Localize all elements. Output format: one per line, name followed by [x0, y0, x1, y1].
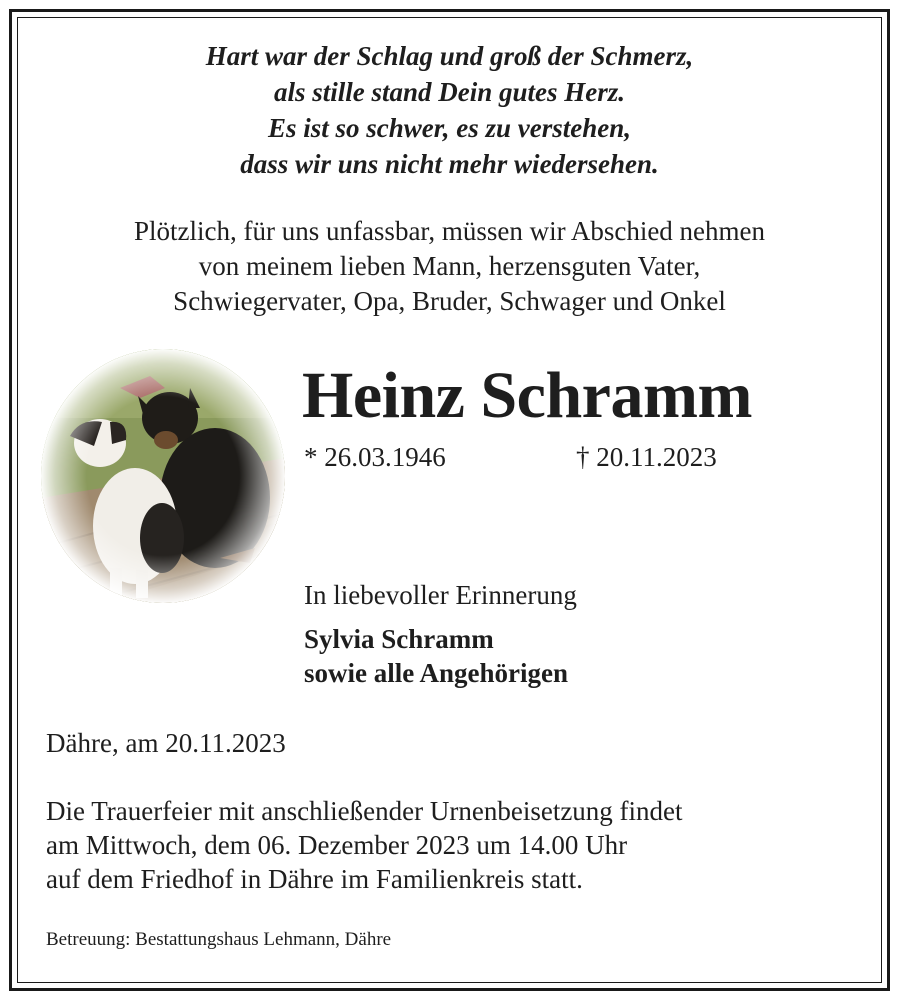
funeral-home-credit: Betreuung: Bestattungshaus Lehmann, Dähre	[46, 929, 392, 950]
signer-relatives: sowie alle Angehörigen	[304, 658, 568, 688]
service-notice	[46, 794, 683, 896]
intro-text	[0, 214, 899, 319]
place-date: Dähre, am 20.11.2023	[46, 728, 286, 758]
birth-date: * 26.03.1946	[304, 442, 446, 472]
service-line: Die Trauerfeier mit anschließender Urnenbeisetzung findet	[46, 796, 683, 826]
death-date: † 20.11.2023	[576, 442, 717, 472]
service-line: auf dem Friedhof in Dähre im Familienkreis statt.	[46, 864, 583, 894]
poem-line: Es ist so schwer, es zu verstehen,	[267, 113, 632, 143]
memory-line: In liebevoller Erinnerung	[304, 580, 577, 610]
signers	[304, 622, 568, 690]
poem-line: Hart war der Schlag und groß der Schmerz,	[205, 41, 694, 71]
intro-line: Schwiegervater, Opa, Bruder, Schwager und Onkel	[173, 286, 726, 316]
poem-verse	[0, 38, 899, 182]
two-dogs-photo	[40, 348, 286, 604]
deceased-name: Heinz Schramm	[302, 359, 752, 432]
intro-line: von meinem lieben Mann, herzensguten Vater,	[198, 251, 701, 281]
poem-line: dass wir uns nicht mehr wiedersehen.	[240, 149, 659, 179]
intro-line: Plötzlich, für uns unfassbar, müssen wir Abschied nehmen	[133, 216, 766, 246]
signer-name: Sylvia Schramm	[304, 624, 494, 654]
poem-line: als stille stand Dein gutes Herz.	[273, 77, 626, 107]
service-line: am Mittwoch, dem 06. Dezember 2023 um 14.00 Uhr	[46, 830, 628, 860]
